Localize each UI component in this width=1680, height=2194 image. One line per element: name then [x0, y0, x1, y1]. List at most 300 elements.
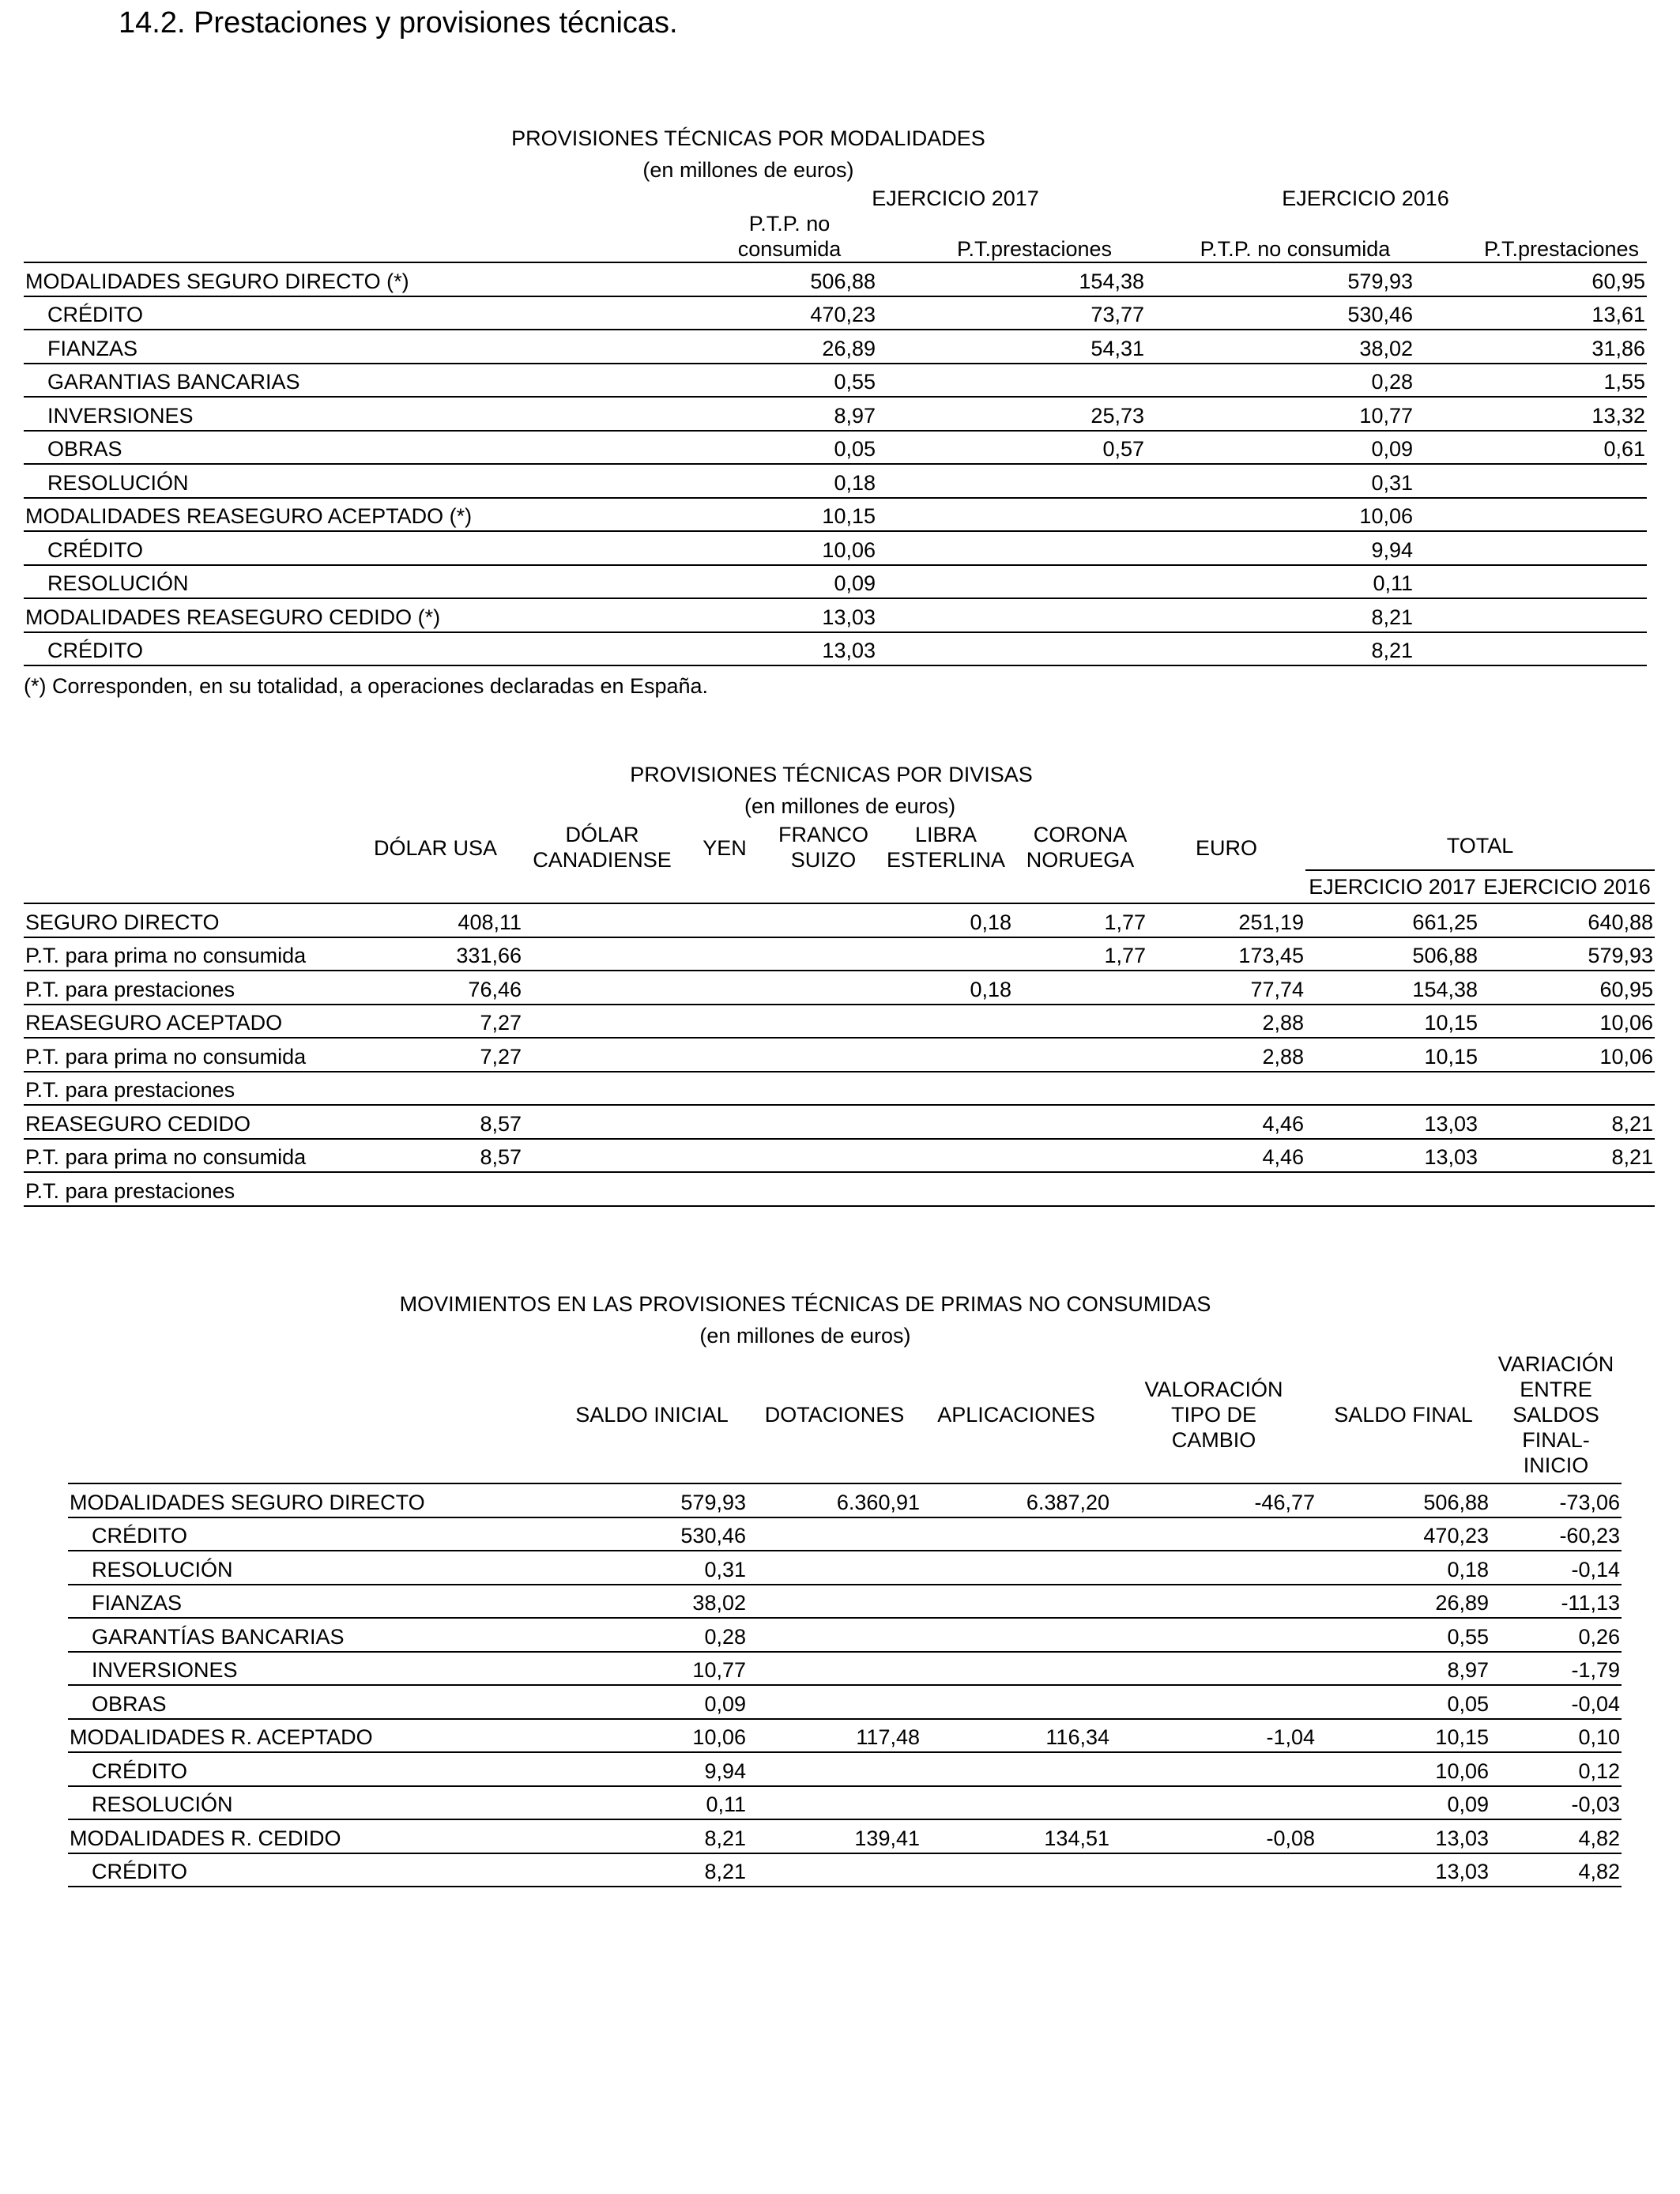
- cell-value: 38,02: [510, 1585, 748, 1619]
- cell-value: [523, 971, 681, 1005]
- table-row: [68, 1786, 1622, 1820]
- cell-value: 9,94: [510, 1752, 748, 1786]
- col-header-valoracion: VALORACIÓN TIPO DE CAMBIO: [1111, 1351, 1317, 1483]
- cell-value: [523, 1072, 681, 1106]
- cell-value: [1013, 1105, 1147, 1139]
- cell-value: [768, 971, 879, 1005]
- table-row: [24, 531, 1647, 565]
- cell-value: -0,03: [1490, 1786, 1622, 1820]
- row-label: INVERSIONES: [68, 1652, 510, 1686]
- cell-value: 9,94: [1146, 531, 1414, 565]
- cell-value: 661,25: [1305, 903, 1479, 937]
- table-modalidades-section: [24, 123, 1647, 699]
- cell-value: 0,18: [672, 464, 877, 498]
- cell-value: [1414, 632, 1647, 666]
- cell-value: 0,18: [879, 971, 1013, 1005]
- cell-value: [921, 1618, 1111, 1652]
- cell-value: [877, 632, 1146, 666]
- cell-value: [877, 598, 1146, 632]
- cell-value: [748, 1551, 921, 1585]
- cell-value: [1147, 1072, 1305, 1106]
- cell-value: 31,86: [1414, 330, 1647, 364]
- cell-value: [768, 1072, 879, 1106]
- cell-value: [681, 1139, 768, 1173]
- cell-value: 6.360,91: [748, 1483, 921, 1517]
- table-row: [24, 632, 1647, 666]
- cell-value: 0,05: [672, 431, 877, 465]
- row-label: FIANZAS: [24, 330, 672, 364]
- table-movimientos-section: [68, 1288, 1622, 1887]
- cell-value: 0,31: [510, 1551, 748, 1585]
- table-subtitle: (en millones de euros): [642, 158, 854, 182]
- cell-value: 0,28: [1146, 364, 1414, 398]
- table-row: [24, 1005, 1655, 1039]
- col-header-ej2017: EJERCICIO 2017: [1305, 874, 1479, 903]
- cell-value: [523, 937, 681, 971]
- page-heading: 14.2. Prestaciones y provisiones técnicas.: [119, 6, 678, 40]
- cell-value: [921, 1752, 1111, 1786]
- row-label: GARANTIAS BANCARIAS: [24, 364, 672, 398]
- row-label: OBRAS: [68, 1685, 510, 1719]
- cell-value: 76,46: [348, 971, 523, 1005]
- cell-value: 13,03: [1317, 1819, 1490, 1853]
- cell-value: 0,11: [1146, 565, 1414, 599]
- cell-value: 8,97: [1317, 1652, 1490, 1686]
- cell-value: [523, 1139, 681, 1173]
- col-header-variacion: VARIACIÓN ENTRE SALDOS FINAL-INICIO: [1490, 1351, 1622, 1483]
- cell-value: 331,66: [348, 937, 523, 971]
- cell-value: [877, 464, 1146, 498]
- cell-value: 13,32: [1414, 397, 1647, 431]
- cell-value: [1013, 1005, 1147, 1039]
- cell-value: 8,57: [348, 1139, 523, 1173]
- cell-value: 154,38: [1305, 971, 1479, 1005]
- cell-value: [681, 1072, 768, 1106]
- cell-value: 13,03: [672, 598, 877, 632]
- cell-value: 54,31: [877, 330, 1146, 364]
- cell-value: [768, 1105, 879, 1139]
- cell-value: 1,55: [1414, 364, 1647, 398]
- cell-value: 10,15: [1305, 1005, 1479, 1039]
- table-row: [68, 1752, 1622, 1786]
- col-header: P.T.P. no consumida: [672, 211, 877, 262]
- cell-value: 8,21: [1479, 1105, 1655, 1139]
- cell-value: [921, 1853, 1111, 1887]
- cell-value: 530,46: [510, 1517, 748, 1551]
- table-row: [68, 1483, 1622, 1517]
- cell-value: 506,88: [1305, 937, 1479, 971]
- cell-value: [748, 1853, 921, 1887]
- cell-value: 10,06: [1317, 1752, 1490, 1786]
- col-header-ej2016: EJERCICIO 2016: [1479, 874, 1655, 903]
- cell-value: 10,77: [1146, 397, 1414, 431]
- cell-value: [1305, 1172, 1479, 1206]
- cell-value: [681, 1105, 768, 1139]
- cell-value: 25,73: [877, 397, 1146, 431]
- cell-value: 0,18: [879, 903, 1013, 937]
- row-label: P.T. para prima no consumida: [24, 1038, 348, 1072]
- row-label: MODALIDADES R. ACEPTADO: [68, 1719, 510, 1753]
- cell-value: [921, 1786, 1111, 1820]
- cell-value: [523, 1105, 681, 1139]
- row-label: P.T. para prima no consumida: [24, 1139, 348, 1173]
- cell-value: [748, 1652, 921, 1686]
- cell-value: 470,23: [672, 296, 877, 330]
- cell-value: 10,06: [1479, 1005, 1655, 1039]
- row-label: P.T. para prima no consumida: [24, 937, 348, 971]
- cell-value: [1111, 1517, 1317, 1551]
- table-row: [24, 903, 1655, 937]
- cell-value: 10,06: [510, 1719, 748, 1753]
- cell-value: [681, 937, 768, 971]
- cell-value: 8,21: [510, 1819, 748, 1853]
- cell-value: -46,77: [1111, 1483, 1317, 1517]
- col-header-corona: CORONA NORUEGA: [1026, 823, 1135, 872]
- cell-value: 26,89: [1317, 1585, 1490, 1619]
- cell-value: 77,74: [1147, 971, 1305, 1005]
- table-row: [24, 971, 1655, 1005]
- row-label: P.T. para prestaciones: [24, 1172, 348, 1206]
- table-row: [68, 1853, 1622, 1887]
- cell-value: [768, 1139, 879, 1173]
- row-label: RESOLUCIÓN: [24, 565, 672, 599]
- cell-value: [523, 1038, 681, 1072]
- table-footnote: (*) Corresponden, en su totalidad, a operaciones declaradas en España.: [24, 674, 709, 698]
- cell-value: [768, 1005, 879, 1039]
- cell-value: [1414, 464, 1647, 498]
- row-label: MODALIDADES SEGURO DIRECTO (*): [24, 262, 672, 296]
- row-label: OBRAS: [24, 431, 672, 465]
- cell-value: [1111, 1752, 1317, 1786]
- cell-value: 4,82: [1490, 1819, 1622, 1853]
- row-label: CRÉDITO: [24, 632, 672, 666]
- cell-value: [768, 937, 879, 971]
- cell-value: [1414, 498, 1647, 532]
- cell-value: 10,06: [1479, 1038, 1655, 1072]
- row-label: FIANZAS: [68, 1585, 510, 1619]
- cell-value: 38,02: [1146, 330, 1414, 364]
- row-label: RESOLUCIÓN: [68, 1786, 510, 1820]
- cell-value: 8,57: [348, 1105, 523, 1139]
- cell-value: 0,11: [510, 1786, 748, 1820]
- cell-value: 530,46: [1146, 296, 1414, 330]
- cell-value: 579,93: [1479, 937, 1655, 971]
- col-header: [24, 822, 348, 870]
- table-subtitle: (en millones de euros): [699, 1324, 911, 1348]
- col-header-franco: FRANCO SUIZO: [778, 823, 868, 872]
- row-label: CRÉDITO: [68, 1517, 510, 1551]
- col-header: P.T.prestaciones: [1414, 211, 1647, 262]
- cell-value: -0,04: [1490, 1685, 1622, 1719]
- table-row: [24, 1172, 1655, 1206]
- cell-value: 0,31: [1146, 464, 1414, 498]
- row-label: REASEGURO ACEPTADO: [24, 1005, 348, 1039]
- cell-value: [921, 1517, 1111, 1551]
- row-label: RESOLUCIÓN: [68, 1551, 510, 1585]
- cell-value: 10,06: [1146, 498, 1414, 532]
- cell-value: 0,28: [510, 1618, 748, 1652]
- table-movimientos: [68, 1351, 1622, 1887]
- table-title: MOVIMIENTOS EN LAS PROVISIONES TÉCNICAS DE PRIMAS NO CONSUMIDAS: [399, 1292, 1211, 1316]
- cell-value: [1111, 1786, 1317, 1820]
- cell-value: 506,88: [672, 262, 877, 296]
- cell-value: -1,79: [1490, 1652, 1622, 1686]
- cell-value: 0,10: [1490, 1719, 1622, 1753]
- cell-value: [681, 971, 768, 1005]
- cell-value: 173,45: [1147, 937, 1305, 971]
- row-label: RESOLUCIÓN: [24, 464, 672, 498]
- col-header-libra: LIBRA ESTERLINA: [886, 823, 1006, 872]
- row-label: INVERSIONES: [24, 397, 672, 431]
- cell-value: 13,03: [1305, 1105, 1479, 1139]
- cell-value: [879, 1005, 1013, 1039]
- cell-value: [879, 1072, 1013, 1106]
- cell-value: [1111, 1551, 1317, 1585]
- cell-value: 8,21: [1146, 598, 1414, 632]
- cell-value: 13,61: [1414, 296, 1647, 330]
- cell-value: 2,88: [1147, 1038, 1305, 1072]
- cell-value: 8,97: [672, 397, 877, 431]
- cell-value: 7,27: [348, 1038, 523, 1072]
- cell-value: [921, 1551, 1111, 1585]
- row-label: GARANTÍAS BANCARIAS: [68, 1618, 510, 1652]
- cell-value: 408,11: [348, 903, 523, 937]
- cell-value: 8,21: [1146, 632, 1414, 666]
- cell-value: 73,77: [877, 296, 1146, 330]
- table-row: [24, 1139, 1655, 1173]
- col-header-euro: EURO: [1196, 836, 1258, 860]
- cell-value: [1414, 565, 1647, 599]
- cell-value: [877, 364, 1146, 398]
- table-row: [24, 937, 1655, 971]
- cell-value: [681, 1172, 768, 1206]
- table-divisas: [24, 790, 1655, 1207]
- cell-value: 10,77: [510, 1652, 748, 1686]
- table-row: [68, 1585, 1622, 1619]
- cell-value: 0,09: [1146, 431, 1414, 465]
- cell-value: [879, 1105, 1013, 1139]
- cell-value: 8,21: [510, 1853, 748, 1887]
- row-label: CRÉDITO: [24, 531, 672, 565]
- cell-value: 2,88: [1147, 1005, 1305, 1039]
- row-label: MODALIDADES REASEGURO ACEPTADO (*): [24, 498, 672, 532]
- row-label: MODALIDADES REASEGURO CEDIDO (*): [24, 598, 672, 632]
- cell-value: [1013, 971, 1147, 1005]
- table-row: [24, 364, 1647, 398]
- table-row: [68, 1551, 1622, 1585]
- table-row: [24, 1072, 1655, 1106]
- table-row: [24, 397, 1647, 431]
- col-header-dolar-usa: DÓLAR USA: [373, 836, 498, 860]
- cell-value: 8,21: [1479, 1139, 1655, 1173]
- col-header-dotaciones: DOTACIONES: [748, 1351, 921, 1483]
- cell-value: [748, 1517, 921, 1551]
- cell-value: 10,15: [672, 498, 877, 532]
- cell-value: [1013, 1172, 1147, 1206]
- cell-value: 4,46: [1147, 1105, 1305, 1139]
- table-row: [68, 1685, 1622, 1719]
- table-row: [68, 1652, 1622, 1686]
- cell-value: 10,15: [1317, 1719, 1490, 1753]
- col-header-saldo-final: SALDO FINAL: [1317, 1351, 1490, 1483]
- row-label: CRÉDITO: [68, 1853, 510, 1887]
- cell-value: -1,04: [1111, 1719, 1317, 1753]
- col-header-saldo-inicial: SALDO INICIAL: [510, 1351, 748, 1483]
- cell-value: 10,15: [1305, 1038, 1479, 1072]
- cell-value: 0,57: [877, 431, 1146, 465]
- cell-value: [1111, 1652, 1317, 1686]
- cell-value: -0,08: [1111, 1819, 1317, 1853]
- cell-value: 117,48: [748, 1719, 921, 1753]
- cell-value: [768, 1172, 879, 1206]
- cell-value: [348, 1172, 523, 1206]
- cell-value: [1305, 1072, 1479, 1106]
- cell-value: [748, 1685, 921, 1719]
- cell-value: [1414, 598, 1647, 632]
- cell-value: 4,82: [1490, 1853, 1622, 1887]
- cell-value: [877, 565, 1146, 599]
- cell-value: [879, 1172, 1013, 1206]
- cell-value: [1013, 1139, 1147, 1173]
- cell-value: 1,77: [1013, 937, 1147, 971]
- cell-value: 154,38: [877, 262, 1146, 296]
- table-row: [68, 1517, 1622, 1551]
- table-modalidades: [24, 186, 1647, 666]
- group-header-2016: EJERCICIO 2016: [1282, 187, 1449, 210]
- cell-value: 7,27: [348, 1005, 523, 1039]
- cell-value: 0,61: [1414, 431, 1647, 465]
- cell-value: [748, 1585, 921, 1619]
- table-row: [24, 431, 1647, 465]
- cell-value: [681, 1005, 768, 1039]
- cell-value: [1111, 1853, 1317, 1887]
- cell-value: 0,26: [1490, 1618, 1622, 1652]
- col-header-dolar-can: DÓLAR CANADIENSE: [533, 823, 672, 872]
- table-title: PROVISIONES TÉCNICAS POR MODALIDADES: [511, 126, 985, 150]
- cell-value: 0,09: [510, 1685, 748, 1719]
- cell-value: [681, 1038, 768, 1072]
- cell-value: [1013, 1038, 1147, 1072]
- cell-value: 470,23: [1317, 1517, 1490, 1551]
- cell-value: 116,34: [921, 1719, 1111, 1753]
- cell-value: -0,14: [1490, 1551, 1622, 1585]
- table-title: PROVISIONES TÉCNICAS POR DIVISAS: [630, 763, 1033, 786]
- col-header-yen: YEN: [703, 836, 747, 860]
- row-label: P.T. para prestaciones: [24, 971, 348, 1005]
- cell-value: [768, 903, 879, 937]
- table-row: [24, 498, 1647, 532]
- row-label: CRÉDITO: [24, 296, 672, 330]
- cell-value: [1013, 1072, 1147, 1106]
- table-row: [24, 598, 1647, 632]
- cell-value: [1479, 1072, 1655, 1106]
- cell-value: [348, 1072, 523, 1106]
- row-label: MODALIDADES SEGURO DIRECTO: [68, 1483, 510, 1517]
- cell-value: 60,95: [1414, 262, 1647, 296]
- row-label: P.T. para prestaciones: [24, 1072, 348, 1106]
- table-divisas-section: [24, 759, 1655, 1207]
- cell-value: 1,77: [1013, 903, 1147, 937]
- cell-value: [1111, 1585, 1317, 1619]
- table-row: [68, 1618, 1622, 1652]
- col-header-aplicaciones: APLICACIONES: [921, 1351, 1111, 1483]
- cell-value: [877, 531, 1146, 565]
- table-row: [24, 262, 1647, 296]
- row-label: SEGURO DIRECTO: [24, 903, 348, 937]
- cell-value: [1479, 1172, 1655, 1206]
- cell-value: 4,46: [1147, 1139, 1305, 1173]
- table-row: [68, 1819, 1622, 1853]
- table-row: [24, 565, 1647, 599]
- cell-value: 0,05: [1317, 1685, 1490, 1719]
- col-header: P.T.prestaciones: [877, 211, 1146, 262]
- cell-value: [879, 937, 1013, 971]
- cell-value: [523, 1005, 681, 1039]
- cell-value: [877, 498, 1146, 532]
- row-label: CRÉDITO: [68, 1752, 510, 1786]
- cell-value: [921, 1685, 1111, 1719]
- cell-value: 640,88: [1479, 903, 1655, 937]
- cell-value: 579,93: [510, 1483, 748, 1517]
- table-row: [24, 330, 1647, 364]
- cell-value: 26,89: [672, 330, 877, 364]
- cell-value: 60,95: [1479, 971, 1655, 1005]
- group-header-2017: EJERCICIO 2017: [872, 187, 1039, 210]
- cell-value: 13,03: [1317, 1853, 1490, 1887]
- cell-value: 0,18: [1317, 1551, 1490, 1585]
- cell-value: [748, 1618, 921, 1652]
- cell-value: [921, 1652, 1111, 1686]
- table-subtitle: (en millones de euros): [744, 794, 956, 818]
- cell-value: 6.387,20: [921, 1483, 1111, 1517]
- cell-value: [748, 1786, 921, 1820]
- table-row: [24, 1038, 1655, 1072]
- cell-value: [1111, 1685, 1317, 1719]
- cell-value: [921, 1585, 1111, 1619]
- cell-value: 579,93: [1146, 262, 1414, 296]
- cell-value: [523, 1172, 681, 1206]
- cell-value: 0,55: [1317, 1618, 1490, 1652]
- cell-value: -73,06: [1490, 1483, 1622, 1517]
- cell-value: 10,06: [672, 531, 877, 565]
- cell-value: 0,12: [1490, 1752, 1622, 1786]
- cell-value: 0,09: [672, 565, 877, 599]
- cell-value: [768, 1038, 879, 1072]
- table-row: [68, 1719, 1622, 1753]
- cell-value: 0,55: [672, 364, 877, 398]
- cell-value: [523, 903, 681, 937]
- cell-value: 13,03: [1305, 1139, 1479, 1173]
- cell-value: 139,41: [748, 1819, 921, 1853]
- col-header: P.T.P. no consumida: [1146, 211, 1414, 262]
- cell-value: [681, 903, 768, 937]
- cell-value: 13,03: [672, 632, 877, 666]
- cell-value: 0,09: [1317, 1786, 1490, 1820]
- cell-value: [879, 1038, 1013, 1072]
- table-row: [24, 464, 1647, 498]
- cell-value: 251,19: [1147, 903, 1305, 937]
- cell-value: [879, 1139, 1013, 1173]
- row-label: MODALIDADES R. CEDIDO: [68, 1819, 510, 1853]
- row-label: REASEGURO CEDIDO: [24, 1105, 348, 1139]
- cell-value: [1111, 1618, 1317, 1652]
- cell-value: 134,51: [921, 1819, 1111, 1853]
- table-row: [24, 1105, 1655, 1139]
- cell-value: -11,13: [1490, 1585, 1622, 1619]
- table-row: [24, 296, 1647, 330]
- cell-value: -60,23: [1490, 1517, 1622, 1551]
- cell-value: [748, 1752, 921, 1786]
